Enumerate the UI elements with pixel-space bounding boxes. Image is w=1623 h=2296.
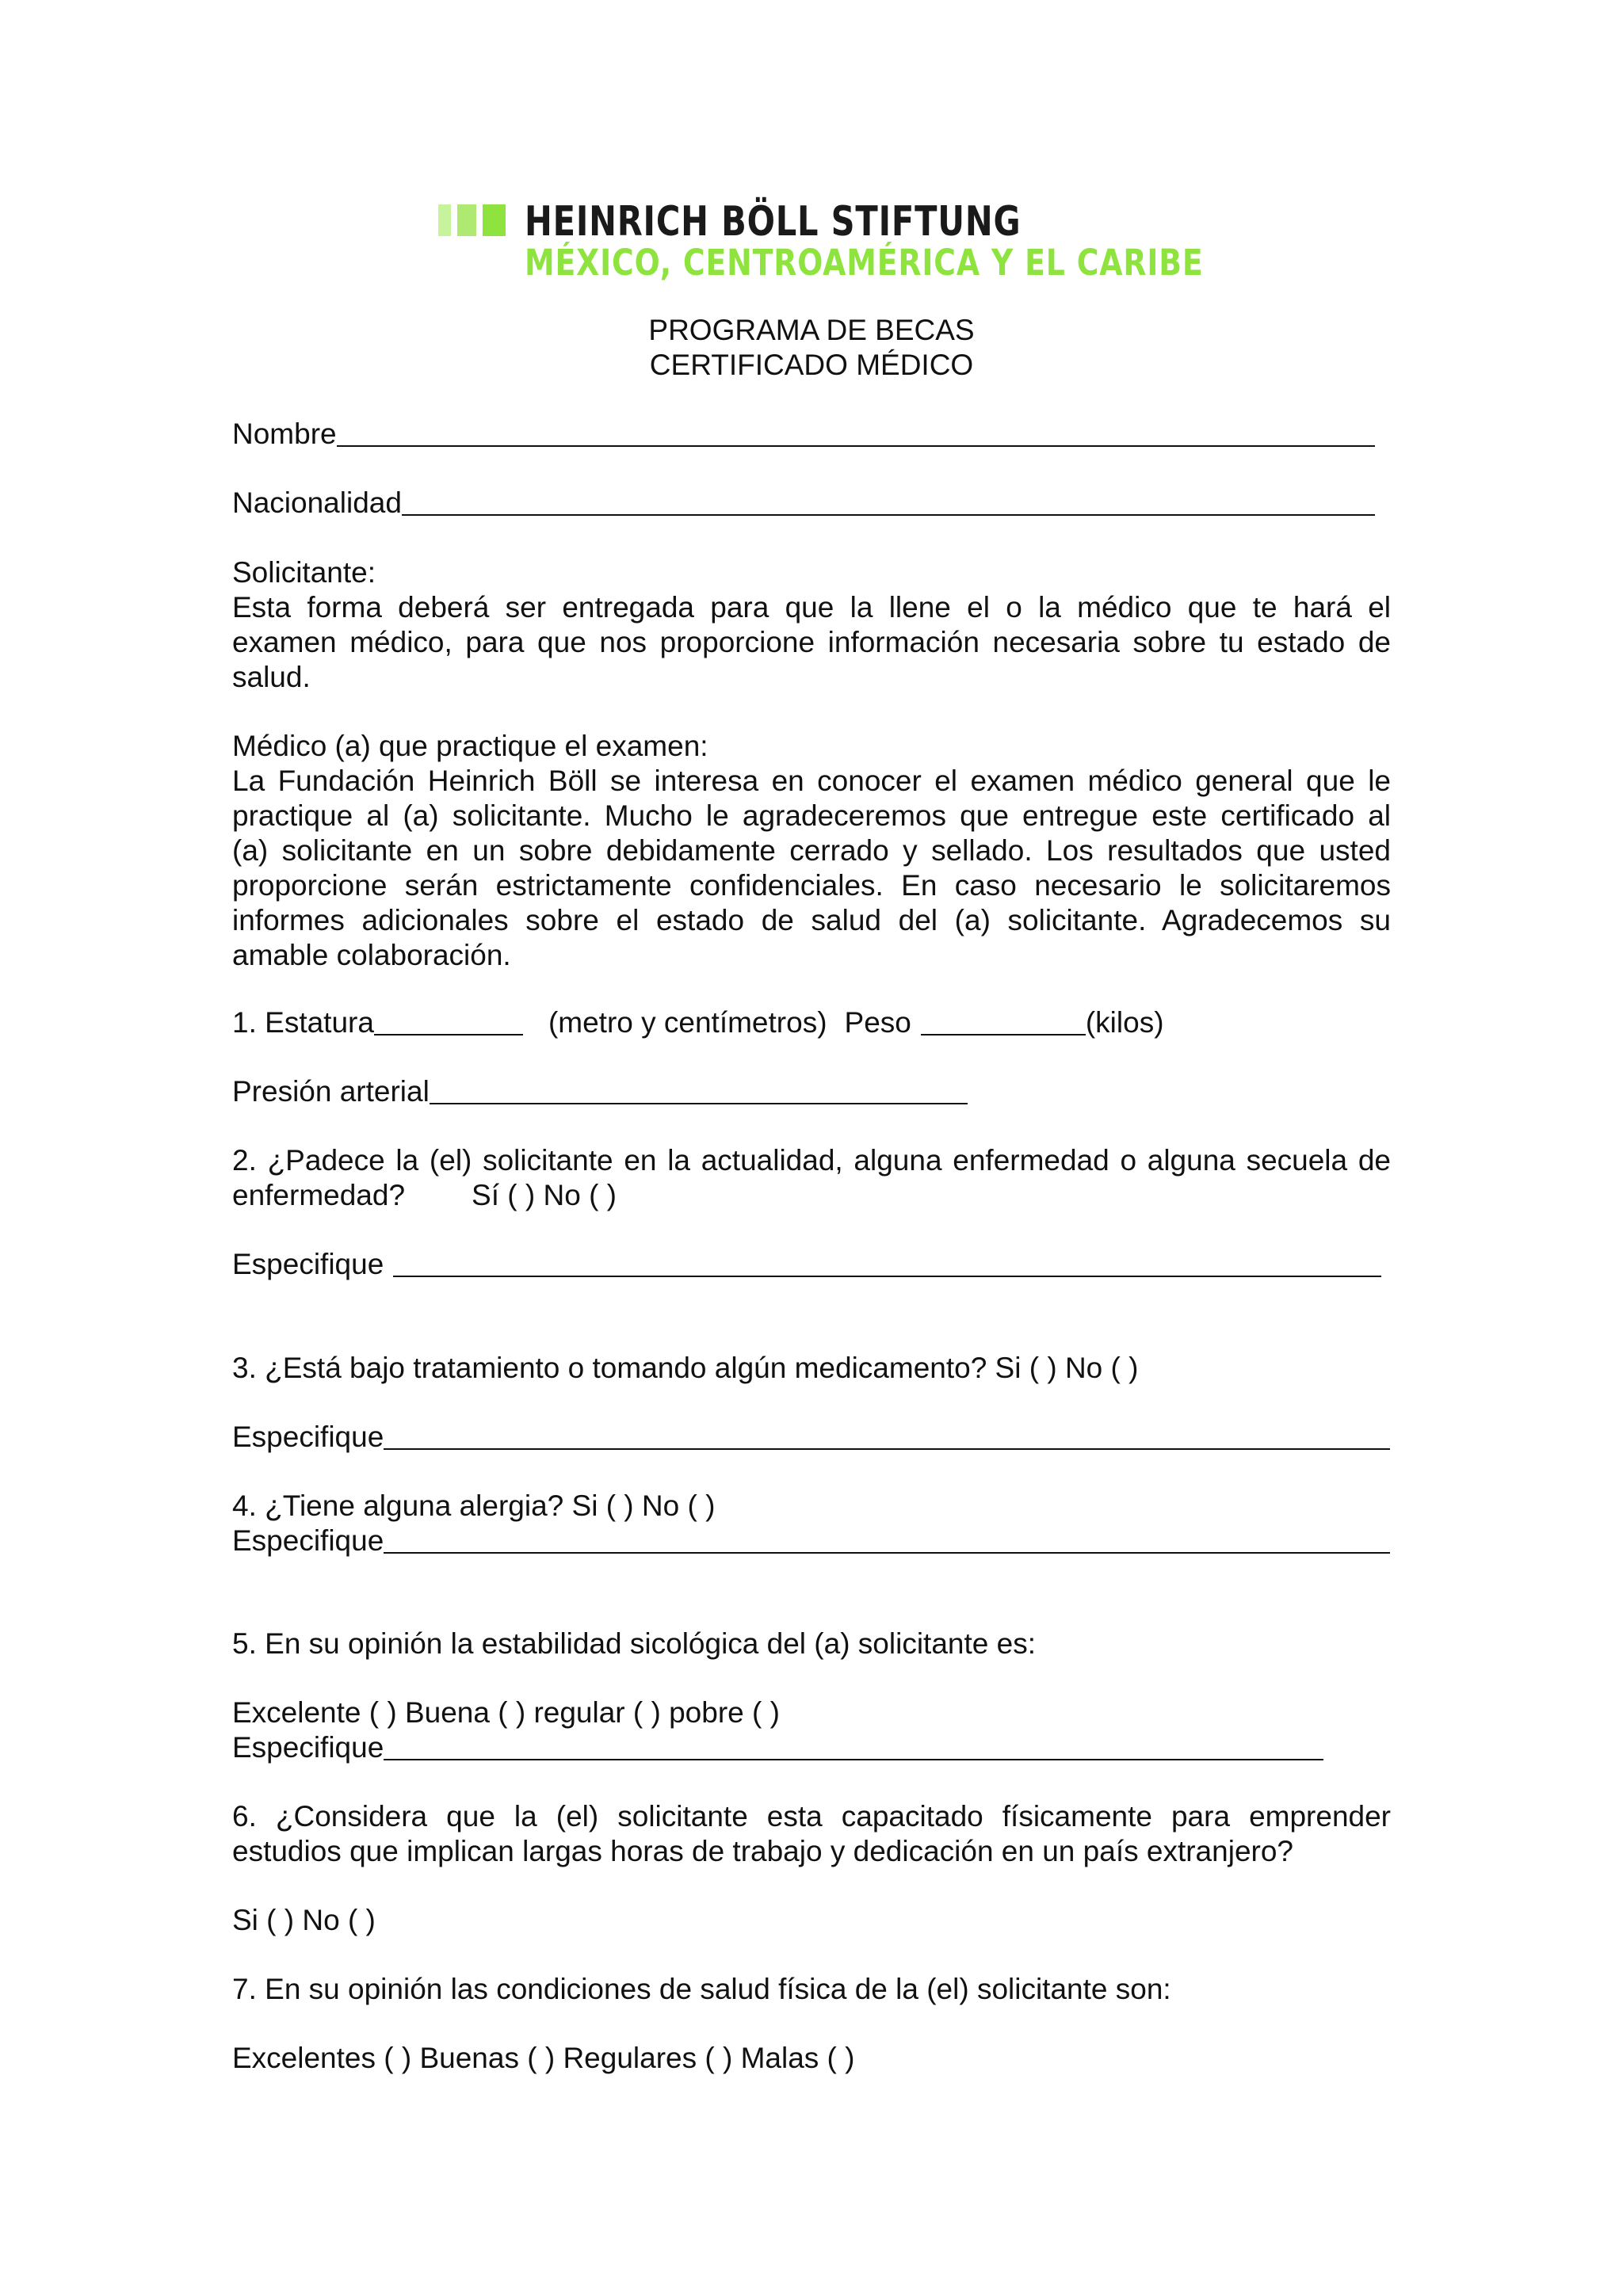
estatura-label: 1. Estatura [232, 1006, 374, 1039]
medico-line: proporcione serán estrictamente confidenciales. En caso necesario le solicitaremos [232, 869, 1391, 902]
certificate-title: CERTIFICADO MÉDICO [649, 349, 974, 381]
q3-question: 3. ¿Está bajo tratamiento o tomando algún medicamento? Si ( ) No ( ) [232, 1352, 1139, 1384]
solicitante-paragraph [232, 590, 1391, 695]
q7-options[interactable]: Excelentes ( ) Buenas ( ) Regulares ( ) Malas ( ) [232, 2042, 855, 2074]
q2-line2: enfermedad? [232, 1179, 406, 1211]
nombre-label: Nombre [232, 418, 337, 450]
q6-line: estudios que implican largas horas de trabajo y dedicación en un país extranjero? [232, 1835, 1293, 1867]
q2-specify-blank[interactable] [393, 1249, 1381, 1277]
estatura-blank[interactable] [374, 1007, 523, 1035]
medico-line: La Fundación Heinrich Böll se interesa en conocer el examen médico general que le [232, 765, 1391, 797]
solicitante-line: Esta forma deberá ser entregada para que la llene el o la médico que te hará el [232, 591, 1391, 624]
q3-specify-field[interactable] [232, 1420, 1390, 1455]
q3-specify-blank[interactable] [384, 1421, 1390, 1450]
q4-question: 4. ¿Tiene alguna alergia? Si ( ) No ( ) [232, 1489, 716, 1522]
medico-line: practique al (a) solicitante. Mucho le agradeceremos que entregue este certificado al [232, 799, 1391, 832]
q2-line [232, 1178, 1391, 1213]
medico-line: (a) solicitante en un sobre debidamente cerrado y sellado. Los resultados que usted [232, 834, 1391, 867]
nombre-field[interactable] [232, 417, 1375, 452]
q4-specify-label: Especifique [232, 1524, 384, 1557]
solicitante-line: examen médico, para que nos proporcione información necesaria sobre tu estado de [232, 626, 1391, 658]
q2-options[interactable]: Sí ( ) No ( ) [472, 1179, 617, 1211]
solicitante-line: salud. [232, 661, 311, 693]
nacionalidad-blank[interactable] [402, 487, 1375, 516]
q6-line: 6. ¿Considera que la (el) solicitante esta capacitado físicamente para emprender [232, 1800, 1391, 1833]
q5-specify-label: Especifique [232, 1731, 384, 1764]
estatura-unit: (metro y centímetros) [548, 1006, 827, 1039]
nombre-blank[interactable] [337, 418, 1375, 447]
logo-name: HEINRICH BÖLL STIFTUNG [525, 198, 1022, 246]
estatura-peso-row [232, 1005, 1164, 1040]
medico-paragraph [232, 764, 1391, 973]
peso-blank[interactable] [921, 1007, 1086, 1035]
q5-specify-field[interactable] [232, 1730, 1323, 1765]
q6-options[interactable]: Si ( ) No ( ) [232, 1904, 376, 1936]
medico-line: informes adicionales sobre el estado de salud del (a) solicitante. Agradecemos su [232, 904, 1391, 936]
presion-blank[interactable] [430, 1076, 968, 1104]
q4-specify-field[interactable] [232, 1524, 1390, 1558]
q5-specify-blank[interactable] [384, 1732, 1323, 1760]
q4-specify-blank[interactable] [384, 1525, 1390, 1554]
logo-bars-icon [438, 204, 506, 236]
peso-unit: (kilos) [1085, 1006, 1164, 1039]
nacionalidad-label: Nacionalidad [232, 486, 402, 519]
q2-question [232, 1143, 1391, 1213]
q2-specify-label: Especifique [232, 1248, 384, 1280]
q7-question: 7. En su opinión las condiciones de salud física de la (el) solicitante son: [232, 1973, 1171, 2005]
program-title: PROGRAMA DE BECAS [648, 314, 975, 346]
nacionalidad-field[interactable] [232, 486, 1375, 521]
peso-label: Peso [844, 1006, 911, 1039]
logo-region: MÉXICO, CENTROAMÉRICA Y EL CARIBE [525, 242, 1204, 284]
presion-label: Presión arterial [232, 1075, 430, 1108]
q5-question: 5. En su opinión la estabilidad sicológica del (a) solicitante es: [232, 1627, 1036, 1660]
q5-options[interactable]: Excelente ( ) Buena ( ) regular ( ) pobre ( ) [232, 1696, 780, 1729]
q2-line: 2. ¿Padece la (el) solicitante en la actualidad, alguna enfermedad o alguna secuela de [232, 1144, 1391, 1177]
q2-specify-field[interactable] [232, 1247, 1381, 1282]
solicitante-heading: Solicitante: [232, 556, 376, 589]
q3-specify-label: Especifique [232, 1421, 384, 1453]
medico-line: amable colaboración. [232, 939, 511, 971]
presion-field[interactable] [232, 1074, 968, 1109]
medico-heading: Médico (a) que practique el examen: [232, 730, 708, 762]
q6-question [232, 1799, 1391, 1869]
